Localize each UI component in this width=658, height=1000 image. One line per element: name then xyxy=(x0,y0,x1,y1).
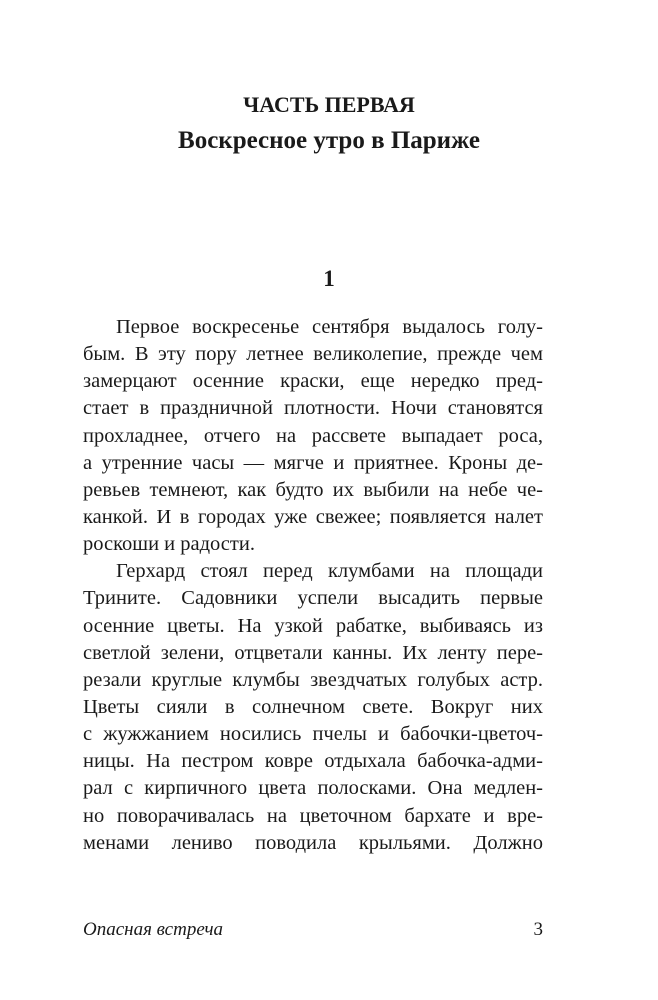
text-line: менами лениво поводила крыльями. Должно xyxy=(83,831,543,854)
page-number: 3 xyxy=(533,919,543,940)
text-line: прохладнее, отчего на рассвете выпадает роса, xyxy=(83,424,543,447)
text-line: светлой зелени, отцветали канны. Их ленту пере- xyxy=(83,641,543,664)
text-line: ницы. На пестром ковре отдыхала бабочка-адми- xyxy=(83,750,543,773)
text-line: а утренние часы — мягче и приятнее. Кроны де- xyxy=(83,451,543,474)
text-line: бым. В эту пору летнее великолепие, прежде чем xyxy=(83,343,543,366)
part-title: ЧАСТЬ ПЕРВАЯ xyxy=(243,92,415,117)
body-text xyxy=(83,314,543,857)
text-line: осенние цветы. На узкой рабатке, выбиваясь из xyxy=(83,614,543,637)
text-line: Цветы сияли в солнечном свете. Вокруг них xyxy=(83,695,543,718)
text-line: стает в праздничной плотности. Ночи становятся xyxy=(83,397,543,420)
text-line: резали круглые клумбы звездчатых голубых астр. xyxy=(83,668,543,691)
running-footer-title: Опасная встреча xyxy=(83,919,224,940)
text-line: с жужжанием носились пчелы и бабочки-цветоч- xyxy=(83,723,543,746)
text-line: канкой. И в городах уже свежее; появляется налет xyxy=(83,505,543,528)
text-line: замерцают осенние краски, еще нередко пред- xyxy=(83,370,543,393)
text-line: роскоши и радости. xyxy=(83,533,255,556)
text-line: Герхард стоял перед клумбами на площади xyxy=(116,560,543,583)
text-line: но поворачивалась на цветочном бархате и вре- xyxy=(83,804,543,827)
chapter-number: 1 xyxy=(323,266,335,291)
text-line: Первое воскресенье сентября выдалось голу- xyxy=(116,316,543,338)
text-line: Трините. Садовники успели высадить первые xyxy=(83,587,543,610)
part-subtitle: Воскресное утро в Париже xyxy=(178,127,480,154)
text-line: рал с кирпичного цвета полосками. Она медлен- xyxy=(83,777,543,800)
text-line: ревьев темнеют, как будто их выбили на небе че- xyxy=(83,478,543,501)
